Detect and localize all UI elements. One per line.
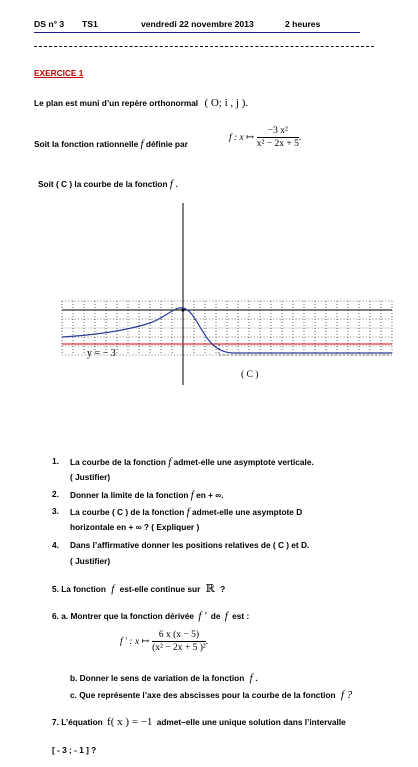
q1-justify: ( Justifier) bbox=[70, 472, 111, 482]
function-formula: f : x ↦ $\frac{\text{−3 x²}}{\text{x² − 2x + 5}}$ . bbox=[229, 126, 302, 149]
derivative-formula: f ' : x ↦ $\frac{6 x (x - 5)}{\text{(x² − 2x + 5 )²}}$ . bbox=[120, 630, 209, 653]
q3-text: La courbe ( C ) de la fonction f admet-elle une asymptote D bbox=[70, 506, 303, 518]
q4-justify: ( Justifier) bbox=[70, 556, 111, 566]
q1-text: La courbe de la fonction f admet-elle une asymptote verticale. bbox=[70, 456, 314, 468]
header-duration: 2 heures bbox=[285, 19, 321, 29]
q2-number: 2. bbox=[52, 489, 59, 499]
q3-number: 3. bbox=[52, 506, 59, 516]
function-definition: Soit la fonction rationnelle f définie par bbox=[34, 138, 188, 150]
header-date: vendredi 22 novembre 2013 bbox=[141, 19, 254, 29]
frame-notation: ( O; i , j ). bbox=[204, 97, 249, 109]
header-class: TS1 bbox=[82, 19, 98, 29]
q7-interval: [ - 3 ; - 1 ] ? bbox=[52, 745, 97, 755]
q7-text: 7. L’équation f( x ) = −1 admet–elle une unique solution dans l’intervalle bbox=[52, 716, 346, 728]
exercise-title: EXERCICE 1 bbox=[34, 68, 84, 78]
q6a-text: 6. a. Montrer que la fonction dérivée f ' de f est : bbox=[52, 610, 250, 622]
q6c-text: c. Que représente l’axe des abscisses pour la courbe de la fonction f ? bbox=[70, 689, 353, 701]
q1-number: 1. bbox=[52, 456, 59, 466]
asymptote-label: y = − 3 bbox=[87, 348, 116, 359]
q3-text-2: horizontale en + ∞ ? ( Expliquer ) bbox=[70, 522, 200, 532]
q4-number: 4. bbox=[52, 540, 59, 550]
separator bbox=[34, 46, 374, 47]
q4-text: Dans l’affirmative donner les positions relatives de ( C ) et D. bbox=[70, 540, 310, 550]
intro-text: Le plan est muni d’un repère orthonormal ( O; i , j ). bbox=[34, 97, 249, 109]
q6b-text: b. Donner le sens de variation de la fonction f . bbox=[70, 672, 259, 684]
curve-label: ( C ) bbox=[241, 370, 259, 380]
q2-text: Donner la limite de la fonction f en + ∞. bbox=[70, 489, 224, 501]
q5-text: 5. La fonction f est-elle continue sur ℝ ? bbox=[52, 583, 226, 595]
curve-intro: Soit ( C ) la courbe de la fonction f . bbox=[38, 178, 179, 190]
header-ds: DS n° 3 bbox=[34, 19, 65, 29]
header-underline bbox=[34, 32, 360, 33]
function-graph bbox=[0, 195, 418, 395]
